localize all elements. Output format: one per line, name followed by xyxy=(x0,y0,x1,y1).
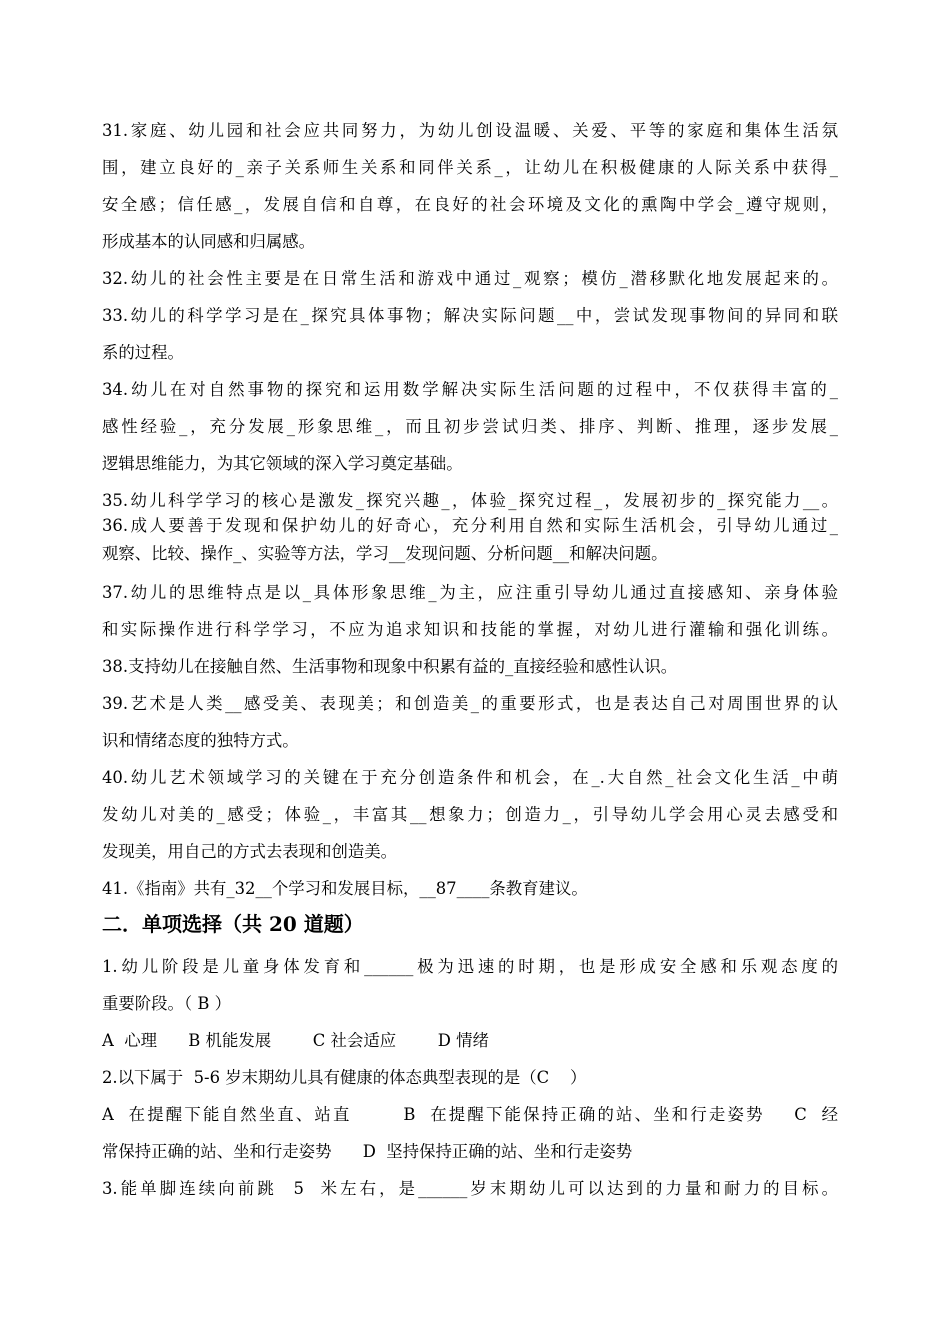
question-33 xyxy=(102,297,838,371)
q31-line-4: 形成基本的认同感和归属感。 xyxy=(102,232,316,251)
q35-line-1: 35.幼儿科学学习的核心是激发_探究兴趣_，体验_探究过程_，发展初步的_探究能力__。 xyxy=(102,491,838,510)
q40-line-1: 40.幼儿艺术领域学习的关键在于充分创造条件和机会，在_.大自然_社会文化生活_中萌 xyxy=(102,768,838,787)
mc1-line-2: 重要阶段。（ B ） xyxy=(102,994,231,1013)
q33-line-1: 33.幼儿的科学学习是在_探究具体事物；解决实际问题__中，尝试发现事物间的异同和联 xyxy=(102,306,838,325)
mc2-line-1: 2.以下属于 5-6 岁末期幼儿具有健康的体态典型表现的是（C ） xyxy=(102,1068,587,1087)
q37-line-2: 和实际操作进行科学学习，不应为追求知识和技能的掌握，对幼儿进行灌输和强化训练。 xyxy=(102,620,838,639)
question-39 xyxy=(102,685,838,759)
question-31 xyxy=(102,112,838,260)
question-32 xyxy=(102,260,838,297)
q41-line-1: 41.《指南》共有_32__个学习和发展目标，__87____条教育建议。 xyxy=(102,879,588,898)
question-35 xyxy=(102,482,838,512)
q31-line-1: 31.家庭、幼儿园和社会应共同努力，为幼儿创设温暖、关爱、平等的家庭和集体生活氛 xyxy=(102,121,838,140)
question-36 xyxy=(102,512,838,568)
q39-line-2: 识和情绪态度的独特方式。 xyxy=(102,731,299,750)
question-37 xyxy=(102,574,838,648)
q40-line-2: 发幼儿对美的_感受；体验_，丰富其__想象力；创造力_，引导幼儿学会用心灵去感受和 xyxy=(102,805,838,824)
q36-line-2: 观察、比较、操作_、实验等方法，学习__发现问题、分析问题__和解决问题。 xyxy=(102,544,668,563)
mc-question-3 xyxy=(102,1170,838,1207)
q31-line-3: 安全感；信任感_，发展自信和自尊，在良好的社会环境及文化的熏陶中学会_遵守规则， xyxy=(102,195,838,214)
mc3-line-1: 3.能单脚连续向前跳 5 米左右，是______岁末期幼儿可以达到的力量和耐力的目标。 xyxy=(102,1179,838,1198)
q31-line-2: 围，建立良好的_亲子关系师生关系和同伴关系_，让幼儿在积极健康的人际关系中获得_ xyxy=(102,158,838,177)
question-34 xyxy=(102,371,838,482)
q36-line-1: 36.成人要善于发现和保护幼儿的好奇心，充分利用自然和实际生活机会，引导幼儿通过_ xyxy=(102,516,838,535)
mc1-line-1: 1.幼儿阶段是儿童身体发育和______极为迅速的时期，也是形成安全感和乐观态度的 xyxy=(102,957,838,976)
q40-line-3: 发现美，用自己的方式去表现和创造美。 xyxy=(102,842,398,861)
q37-line-1: 37.幼儿的思维特点是以_具体形象思维_为主，应注重引导幼儿通过直接感知、亲身体验 xyxy=(102,583,838,602)
mc-question-1 xyxy=(102,948,838,1059)
q34-line-3: 逻辑思维能力，为其它领域的深入学习奠定基础。 xyxy=(102,454,463,473)
question-41 xyxy=(102,870,838,904)
mc-question-2 xyxy=(102,1059,838,1170)
question-40 xyxy=(102,759,838,870)
question-38 xyxy=(102,648,838,685)
section-title: 二．单项选择（共 20 道题） xyxy=(102,912,364,936)
mc1-options: A 心理 B 机能发展 C 社会适应 D 情绪 xyxy=(102,1031,489,1050)
q32-line-1: 32.幼儿的社会性主要是在日常生活和游戏中通过_观察；模仿_潜移默化地发展起来的。 xyxy=(102,269,838,288)
q34-line-1: 34.幼儿在对自然事物的探究和运用数学解决实际生活问题的过程中，不仅获得丰富的_ xyxy=(102,380,838,399)
q39-line-1: 39.艺术是人类__感受美、表现美；和创造美_的重要形式，也是表达自己对周围世界的认 xyxy=(102,694,838,713)
q33-line-2: 系的过程。 xyxy=(102,343,184,362)
mc2-options-line-1: A 在提醒下能自然坐直、站直 B 在提醒下能保持正确的站、坐和行走姿势 C 经 xyxy=(102,1105,838,1124)
mc2-options-line-2: 常保持正确的站、坐和行走姿势 D 坚持保持正确的站、坐和行走姿势 xyxy=(102,1142,633,1161)
q34-line-2: 感性经验_，充分发展_形象思维_，而且初步尝试归类、排序、判断、推理，逐步发展_ xyxy=(102,417,838,436)
document-page xyxy=(102,112,838,1207)
q38-line-1: 38.支持幼儿在接触自然、生活事物和现象中积累有益的_直接经验和感性认识。 xyxy=(102,657,678,676)
